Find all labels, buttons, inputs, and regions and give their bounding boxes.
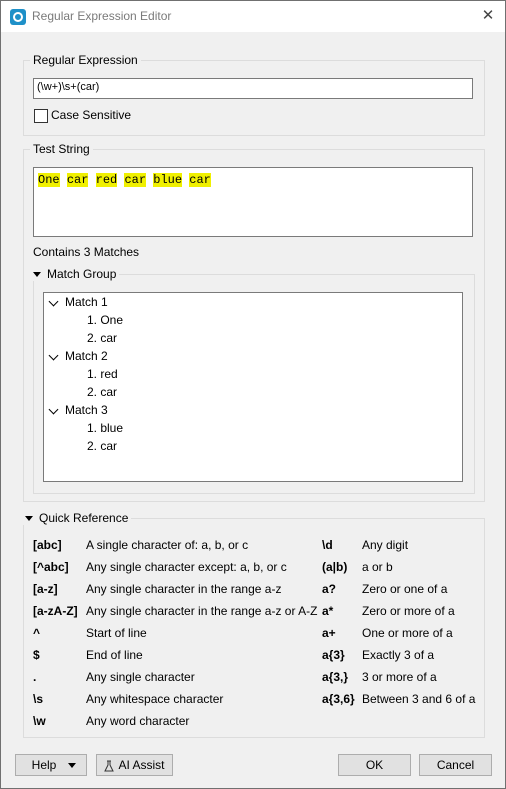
quick-ref-key: a* bbox=[322, 604, 334, 618]
regex-input[interactable]: (\w+)\s+(car) bbox=[33, 78, 473, 99]
highlighted-match: car bbox=[66, 173, 89, 187]
triangle-down-icon bbox=[33, 272, 41, 277]
quick-ref-key: \s bbox=[33, 692, 44, 706]
chevron-down-icon[interactable] bbox=[49, 404, 59, 414]
tree-match-node[interactable] bbox=[48, 293, 108, 311]
quick-ref-key: [a-z] bbox=[33, 582, 58, 596]
quick-ref-description: Any single character bbox=[86, 670, 195, 684]
quick-ref-description: Start of line bbox=[86, 626, 147, 640]
highlighted-match: car bbox=[124, 173, 147, 187]
quick-ref-key: a{3,} bbox=[322, 670, 349, 684]
tree-match-label: Match 3 bbox=[65, 403, 108, 417]
window-title: Regular Expression Editor bbox=[32, 9, 172, 23]
tree-group-item[interactable]: 1. blue bbox=[87, 421, 124, 435]
ai-assist-button[interactable] bbox=[96, 754, 173, 776]
test-string-input[interactable] bbox=[33, 167, 473, 237]
quick-ref-description: 3 or more of a bbox=[362, 670, 437, 684]
chevron-down-icon bbox=[68, 763, 76, 768]
quick-ref-key: $ bbox=[33, 648, 40, 662]
case-sensitive-label: Case Sensitive bbox=[51, 108, 132, 122]
quick-ref-description: Any single character in the range a-z or A-Z bbox=[86, 604, 318, 618]
chevron-down-icon[interactable] bbox=[49, 296, 59, 306]
ok-button[interactable]: OK bbox=[338, 754, 411, 776]
quick-ref-description: Zero or one of a bbox=[362, 582, 448, 596]
space bbox=[88, 173, 95, 187]
quick-ref-key: [abc] bbox=[33, 538, 62, 552]
tree-group-item[interactable]: 1. red bbox=[87, 367, 118, 381]
quick-ref-label: Quick Reference bbox=[39, 511, 129, 525]
tree-group-item[interactable]: 2. car bbox=[87, 439, 118, 453]
quick-ref-description: A single character of: a, b, or c bbox=[86, 538, 249, 552]
tree-match-node[interactable] bbox=[48, 347, 108, 365]
highlighted-match: car bbox=[189, 173, 211, 187]
tree-match-node[interactable] bbox=[48, 401, 108, 419]
quick-ref-key: a+ bbox=[322, 626, 336, 640]
quick-ref-key: a{3,6} bbox=[322, 692, 355, 706]
app-icon bbox=[10, 9, 26, 25]
quick-ref-description: a or b bbox=[362, 560, 393, 574]
space bbox=[60, 173, 67, 187]
match-group-label: Match Group bbox=[47, 267, 117, 281]
matches-count: Contains 3 Matches bbox=[33, 245, 140, 259]
quick-ref-key: [^abc] bbox=[33, 560, 69, 574]
match-group-legend[interactable] bbox=[30, 267, 119, 281]
quick-ref-key: [a-zA-Z] bbox=[33, 604, 78, 618]
regex-legend: Regular Expression bbox=[30, 53, 141, 67]
quick-ref-description: Any single character in the range a-z bbox=[86, 582, 282, 596]
quick-ref-legend[interactable] bbox=[22, 511, 131, 525]
match-tree[interactable] bbox=[43, 292, 463, 482]
quick-ref-description: Any digit bbox=[362, 538, 409, 552]
quick-ref-key: . bbox=[33, 670, 37, 684]
highlighted-match: One bbox=[38, 173, 60, 187]
chevron-down-icon[interactable] bbox=[49, 350, 59, 360]
help-label: Help bbox=[31, 758, 57, 772]
quick-ref-key: (a|b) bbox=[322, 560, 348, 574]
quick-ref-description: End of line bbox=[86, 648, 143, 662]
test-string-legend: Test String bbox=[30, 142, 93, 156]
quick-ref-description: One or more of a bbox=[362, 626, 453, 640]
quick-ref-key: ^ bbox=[33, 626, 41, 640]
tree-match-label: Match 1 bbox=[65, 295, 108, 309]
quick-ref-key: \d bbox=[322, 538, 333, 552]
cancel-button[interactable]: Cancel bbox=[419, 754, 492, 776]
quick-ref-description: Zero or more of a bbox=[362, 604, 455, 618]
highlighted-match: blue bbox=[153, 173, 183, 187]
case-sensitive-checkbox[interactable] bbox=[34, 109, 48, 123]
tree-group-item[interactable]: 1. One bbox=[87, 313, 124, 327]
tree-group-item[interactable]: 2. car bbox=[87, 385, 118, 399]
flask-icon bbox=[104, 760, 114, 772]
ai-assist-label: AI Assist bbox=[118, 758, 165, 772]
highlighted-match: red bbox=[95, 173, 118, 187]
quick-ref-key: \w bbox=[33, 714, 46, 728]
title-bar bbox=[1, 1, 505, 32]
quick-ref-description: Between 3 and 6 of a bbox=[362, 692, 476, 706]
quick-ref-description: Any whitespace character bbox=[86, 692, 224, 706]
quick-ref-description: Any single character except: a, b, or c bbox=[86, 560, 287, 574]
quick-ref-description: Exactly 3 of a bbox=[362, 648, 435, 662]
quick-ref-key: a? bbox=[322, 582, 337, 596]
help-button[interactable] bbox=[15, 754, 87, 776]
tree-match-label: Match 2 bbox=[65, 349, 108, 363]
triangle-down-icon bbox=[25, 516, 33, 521]
close-icon[interactable]: ✕ bbox=[481, 7, 495, 24]
quick-ref-key: a{3} bbox=[322, 648, 345, 662]
tree-group-item[interactable]: 2. car bbox=[87, 331, 118, 345]
quick-ref-description: Any word character bbox=[86, 714, 190, 728]
